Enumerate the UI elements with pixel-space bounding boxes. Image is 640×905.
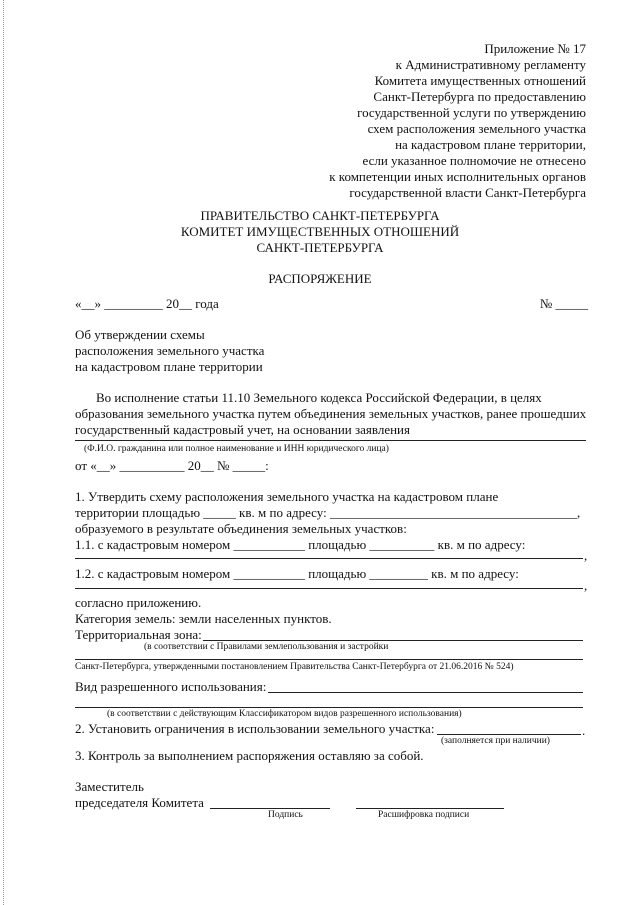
item-2-hint: (заполняется при наличии) [441,736,550,746]
signature-hint: Подпись [268,810,303,820]
preamble-line: образования земельного участка путем объединения земельных участков, ранее прошедших [75,406,587,421]
applicant-line [75,440,586,441]
appendix-line: схем расположения земельного участка [367,121,586,136]
preamble-line: государственный кадастровый учет, на основании заявления [75,422,410,437]
permitted-use-line [268,692,583,693]
document-date: «__» _________ 20__ года [75,296,219,311]
signature-title-2: председателя Комитета [75,795,204,810]
territorial-zone-line [203,640,583,641]
appendix-line: Комитета имущественных отношений [374,73,586,88]
item-1-1-address-line [75,558,583,559]
margin-artifact [3,0,5,905]
appendix-line: Санкт-Петербурга по предоставлению [373,89,586,104]
permitted-use-line-2 [75,707,583,708]
item-2: 2. Установить ограничения в использовании земельного участка: [75,721,435,736]
signature-decode-line [356,808,504,809]
according-appendix: согласно приложению. [75,595,202,610]
item-1-2-address-line [75,588,583,589]
zone-hint: (в соответствии с Правилами землепользования и застройки [144,642,389,652]
land-category: Категория земель: земли населенных пунктов. [75,611,332,626]
signature-title: Заместитель [75,779,144,794]
item-3: 3. Контроль за выполнением распоряжения оставляю за собой. [75,748,424,763]
item-2-line [437,734,581,735]
signature-line [210,808,330,809]
appendix-line: государственной власти Санкт-Петербурга [349,185,586,200]
document-number: № _____ [539,296,588,311]
item-1-1: 1.1. с кадастровым номером ___________ площадью __________ кв. м по адресу: [75,537,526,552]
comma: , [584,578,588,593]
subject-line: расположения земельного участка [75,343,265,358]
permitted-use-hint: (в соответствии с действующим Классификатором видов разрешенного использования) [107,709,462,719]
appendix-line: к компетенции иных исполнительных органов [329,169,586,184]
appendix-line: на кадастровом плане территории, [395,137,586,152]
appendix-line: если указанное полномочие не отнесено [362,153,586,168]
header-committee: КОМИТЕТ ИМУЩЕСТВЕННЫХ ОТНОШЕНИЙ [180,224,460,239]
item-1-2: 1.2. с кадастровым номером ___________ площадью _________ кв. м по адресу: [75,566,519,581]
permitted-use-label: Вид разрешенного использования: [75,679,267,694]
item-1: 1. Утвердить схему расположения земельного участка на кадастровом плане [75,489,499,504]
subject-line: на кадастровом плане территории [75,359,263,374]
header-government: ПРАВИТЕЛЬСТВО САНКТ-ПЕТЕРБУРГА [200,208,440,223]
zone-extra-line [75,659,583,660]
preamble-line: Во исполнение статьи 11.10 Земельного кодекса Российской Федерации, в целях [96,390,542,405]
appendix-line: государственной услуги по утверждению [357,105,586,120]
appendix-line: Приложение № 17 [484,41,586,56]
document-type: РАСПОРЯЖЕНИЕ [268,271,372,286]
territorial-zone-label: Территориальная зона: [75,627,202,642]
period: . [582,723,586,738]
subject-line: Об утверждении схемы [75,327,205,342]
comma: , [584,548,588,563]
applicant-hint: (Ф.И.О. гражданина или полное наименование и ИНН юридического лица) [84,444,389,454]
header-city: САНКТ-ПЕТЕРБУРГА [256,240,384,255]
application-date-line: от «__» __________ 20__ № _____: [75,458,269,473]
item-1-formation: образуемого в результате объединения земельных участков: [75,521,407,536]
appendix-line: к Административному регламенту [395,57,586,72]
zone-hint-continued: Санкт-Петербурга, утвержденными постановлением Правительства Санкт-Петербурга от 21.06.2016 № 524) [75,662,514,672]
item-1-area: территории площадью _____ кв. м по адресу: ______________________________________, [75,505,581,520]
signature-decode-hint: Расшифровка подписи [378,810,470,820]
